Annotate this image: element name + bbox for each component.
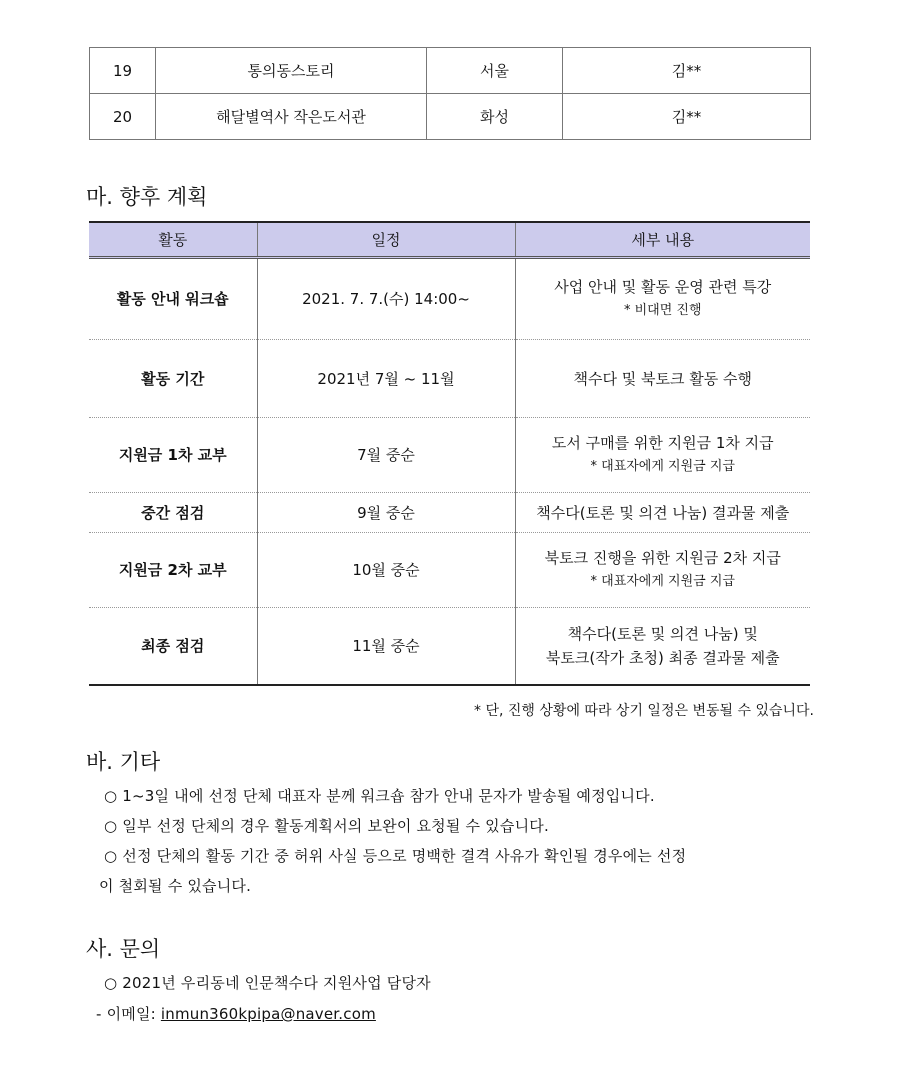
table-row [89, 533, 810, 608]
column-header-activity: 활동 [89, 222, 257, 258]
detail-text: 사업 안내 및 활동 운영 관련 특강 [554, 278, 772, 296]
detail-text: 북토크 진행을 위한 지원금 2차 지급 [544, 549, 781, 567]
email-label: - 이메일: [96, 1005, 161, 1023]
schedule-cell: 9월 중순 [257, 493, 515, 533]
table-row [89, 608, 810, 685]
activity-cell: 지원금 1차 교부 [89, 418, 257, 493]
group-name: 통의동스토리 [156, 48, 427, 94]
activity-cell: 중간 점검 [89, 493, 257, 533]
other-heading: 바. 기타 [86, 750, 161, 774]
plan-table [89, 221, 810, 686]
activity-cell: 활동 안내 워크숍 [89, 258, 257, 340]
other-item: ○ 1~3일 내에 선정 단체 대표자 분께 워크숍 참가 안내 문자가 발송될 예정입니다. [104, 787, 655, 805]
details-cell [515, 608, 810, 685]
details-cell [515, 340, 810, 418]
group-region: 화성 [427, 94, 563, 140]
plan-heading: 마. 향후 계획 [86, 185, 208, 209]
other-item: ○ 일부 선정 단체의 경우 활동계획서의 보완이 요청될 수 있습니다. [104, 817, 549, 835]
detail-note: * 대표자에게 지원금 지급 [590, 574, 735, 589]
table-row [89, 340, 810, 418]
selected-groups-table [89, 47, 811, 140]
detail-text: 도서 구매를 위한 지원금 1차 지급 [551, 434, 774, 452]
details-cell [515, 258, 810, 340]
group-representative: 김** [563, 48, 811, 94]
schedule-cell: 2021년 7월 ~ 11월 [257, 340, 515, 418]
group-region: 서울 [427, 48, 563, 94]
other-item: ○ 선정 단체의 활동 기간 중 허위 사실 등으로 명백한 결격 사유가 확인될 경우에는 선정 [104, 847, 687, 865]
detail-text: 책수다(토론 및 의견 나눔) 결과물 제출 [536, 503, 790, 522]
detail-text-second-line: 북토크(작가 초청) 최종 결과물 제출 [545, 648, 780, 667]
schedule-cell: 7월 중순 [257, 418, 515, 493]
group-name: 해달별역사 작은도서관 [156, 94, 427, 140]
table-row [89, 418, 810, 493]
details-cell [515, 493, 810, 533]
contact-heading: 사. 문의 [86, 937, 161, 961]
table-row [90, 94, 811, 140]
detail-note: * 대표자에게 지원금 지급 [590, 459, 735, 474]
details-cell [515, 533, 810, 608]
table-row [89, 258, 810, 340]
other-item-continuation: 이 철회될 수 있습니다. [99, 877, 252, 895]
row-number: 20 [90, 94, 156, 140]
schedule-cell: 11월 중순 [257, 608, 515, 685]
activity-cell: 활동 기간 [89, 340, 257, 418]
activity-cell: 최종 점검 [89, 608, 257, 685]
plan-header-row [89, 222, 810, 258]
column-header-details: 세부 내용 [515, 222, 810, 258]
group-representative: 김** [563, 94, 811, 140]
schedule-cell: 2021. 7. 7.(수) 14:00~ [257, 258, 515, 340]
contact-email-line [96, 1003, 376, 1024]
detail-note: * 비대면 진행 [623, 303, 702, 318]
schedule-footnote: * 단, 진행 상황에 따라 상기 일정은 변동될 수 있습니다. [474, 703, 814, 719]
table-row [90, 48, 811, 94]
column-header-schedule: 일정 [257, 222, 515, 258]
row-number: 19 [90, 48, 156, 94]
activity-cell: 지원금 2차 교부 [89, 533, 257, 608]
details-cell [515, 418, 810, 493]
contact-person: ○ 2021년 우리동네 인문책수다 지원사업 담당자 [104, 974, 431, 992]
detail-text: 책수다 및 북토크 활동 수행 [573, 369, 752, 388]
detail-text: 책수다(토론 및 의견 나눔) 및 [567, 624, 758, 643]
schedule-cell: 10월 중순 [257, 533, 515, 608]
email-link[interactable]: inmun360kpipa@naver.com [160, 1005, 376, 1023]
table-row [89, 493, 810, 533]
